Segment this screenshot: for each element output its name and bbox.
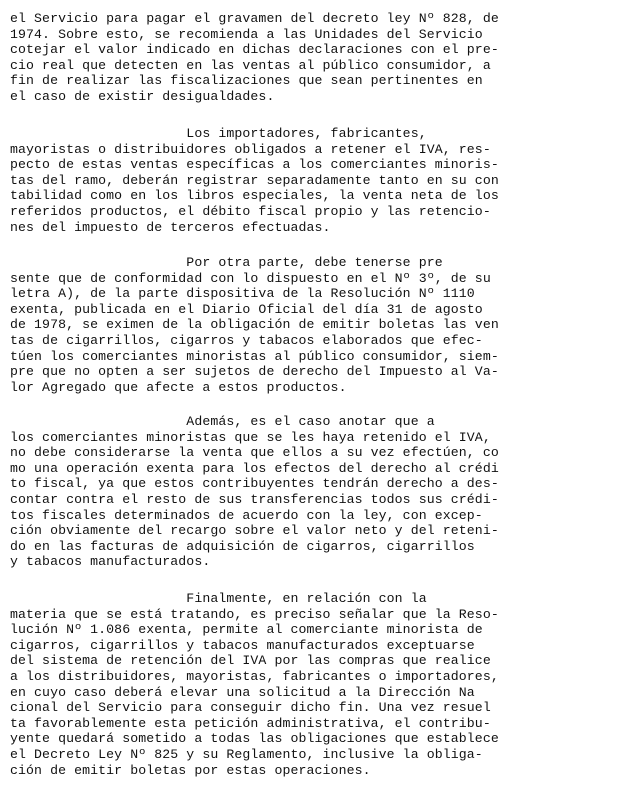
text-line: pre que no opten a ser sujetos de derecho del Impuesto al Va-	[10, 364, 499, 380]
text-line: ción de emitir boletas por estas operaciones.	[10, 762, 371, 778]
text-line: de 1978, se eximen de la obligación de emitir boletas las ven	[10, 317, 499, 333]
text-line: cotejar el valor indicado en dichas declaraciones con el pre-	[10, 42, 499, 58]
text-line: to fiscal, ya que estos contribuyentes tendrán derecho a des-	[10, 476, 499, 492]
text-line: cional del Servicio para conseguir dicho fin. Una vez resuel	[10, 700, 491, 716]
paragraph-2	[10, 126, 618, 235]
text-line: mo una operación exenta para los efectos del derecho al crédi	[10, 460, 499, 476]
text-line: contar contra el resto de sus transferencias todos sus crédi-	[10, 491, 499, 507]
text-line: letra A), de la parte dispositiva de la Resolución Nº 1110	[10, 286, 475, 302]
text-line: el Servicio para pagar el gravamen del decreto ley Nº 828, de	[10, 11, 499, 26]
text-line: lor Agregado que afecte a estos productos.	[10, 379, 347, 395]
text-line: no debe considerarse la venta que ellos a su vez efectúen, co	[10, 445, 499, 461]
text-line: fin de realizar las fiscalizaciones que sean pertinentes en	[10, 73, 483, 89]
text-line: del sistema de retención del IVA por las compras que realice	[10, 653, 491, 669]
text-line: tas del ramo, deberán registrar separadamente tanto en su con	[10, 172, 499, 188]
text-line: do en las facturas de adquisición de cigarros, cigarrillos	[10, 538, 475, 554]
text-line: Además, es el caso anotar que a	[10, 414, 435, 429]
text-line: cigarros, cigarrillos y tabacos manufacturados exceptuarse	[10, 637, 475, 653]
text-line: tabilidad como en los libros especiales, la venta neta de los	[10, 188, 499, 204]
text-line: Por otra parte, debe tenerse pre	[10, 255, 443, 270]
text-line: ción obviamente del recargo sobre el valor neto y del reteni-	[10, 523, 499, 539]
text-line: los comerciantes minoristas que se les haya retenido el IVA,	[10, 429, 491, 445]
text-line: exenta, publicada en el Diario Oficial del día 31 de agosto	[10, 301, 483, 317]
text-line: pecto de estas ventas específicas a los comerciantes minoris-	[10, 157, 499, 173]
paragraph-4	[10, 414, 618, 570]
text-line: el Decreto Ley Nº 825 y su Reglamento, inclusive la obliga-	[10, 746, 483, 762]
text-line: lución Nº 1.086 exenta, permite al comerciante minorista de	[10, 622, 483, 638]
text-line: tos fiscales determinados de acuerdo con la ley, con excep-	[10, 507, 483, 523]
text-line: ta favorablemente esta petición administrativa, el contribu-	[10, 715, 491, 731]
text-line: 1974. Sobre esto, se recomienda a las Unidades del Servicio	[10, 26, 483, 42]
text-line: Finalmente, en relación con la	[10, 591, 427, 606]
text-line: a los distribuidores, mayoristas, fabricantes o importadores,	[10, 668, 499, 684]
paragraph-1	[10, 11, 618, 105]
text-line: sente que de conformidad con lo dispuesto en el Nº 3º, de su	[10, 270, 491, 286]
text-line: túen los comerciantes minoristas al público consumidor, siem-	[10, 348, 499, 364]
paragraph-3	[10, 255, 618, 395]
text-line: en cuyo caso deberá elevar una solicitud a la Dirección Na	[10, 684, 475, 700]
text-line: el caso de existir desigualdades.	[10, 88, 275, 104]
text-line: yente quedará sometido a todas las obligaciones que establece	[10, 731, 499, 747]
text-line: cio real que detecten en las ventas al público consumidor, a	[10, 57, 491, 73]
paragraph-5	[10, 591, 618, 778]
text-line: tas de cigarrillos, cigarros y tabacos elaborados que efec-	[10, 332, 483, 348]
text-line: nes del impuesto de terceros efectuadas.	[10, 219, 331, 235]
text-line: Los importadores, fabricantes,	[10, 126, 427, 141]
text-line: referidos productos, el débito fiscal propio y las retencio-	[10, 203, 491, 219]
text-line: y tabacos manufacturados.	[10, 554, 211, 570]
text-line: materia que se está tratando, es preciso señalar que la Reso-	[10, 606, 499, 622]
text-line: mayoristas o distribuidores obligados a retener el IVA, res-	[10, 141, 491, 157]
